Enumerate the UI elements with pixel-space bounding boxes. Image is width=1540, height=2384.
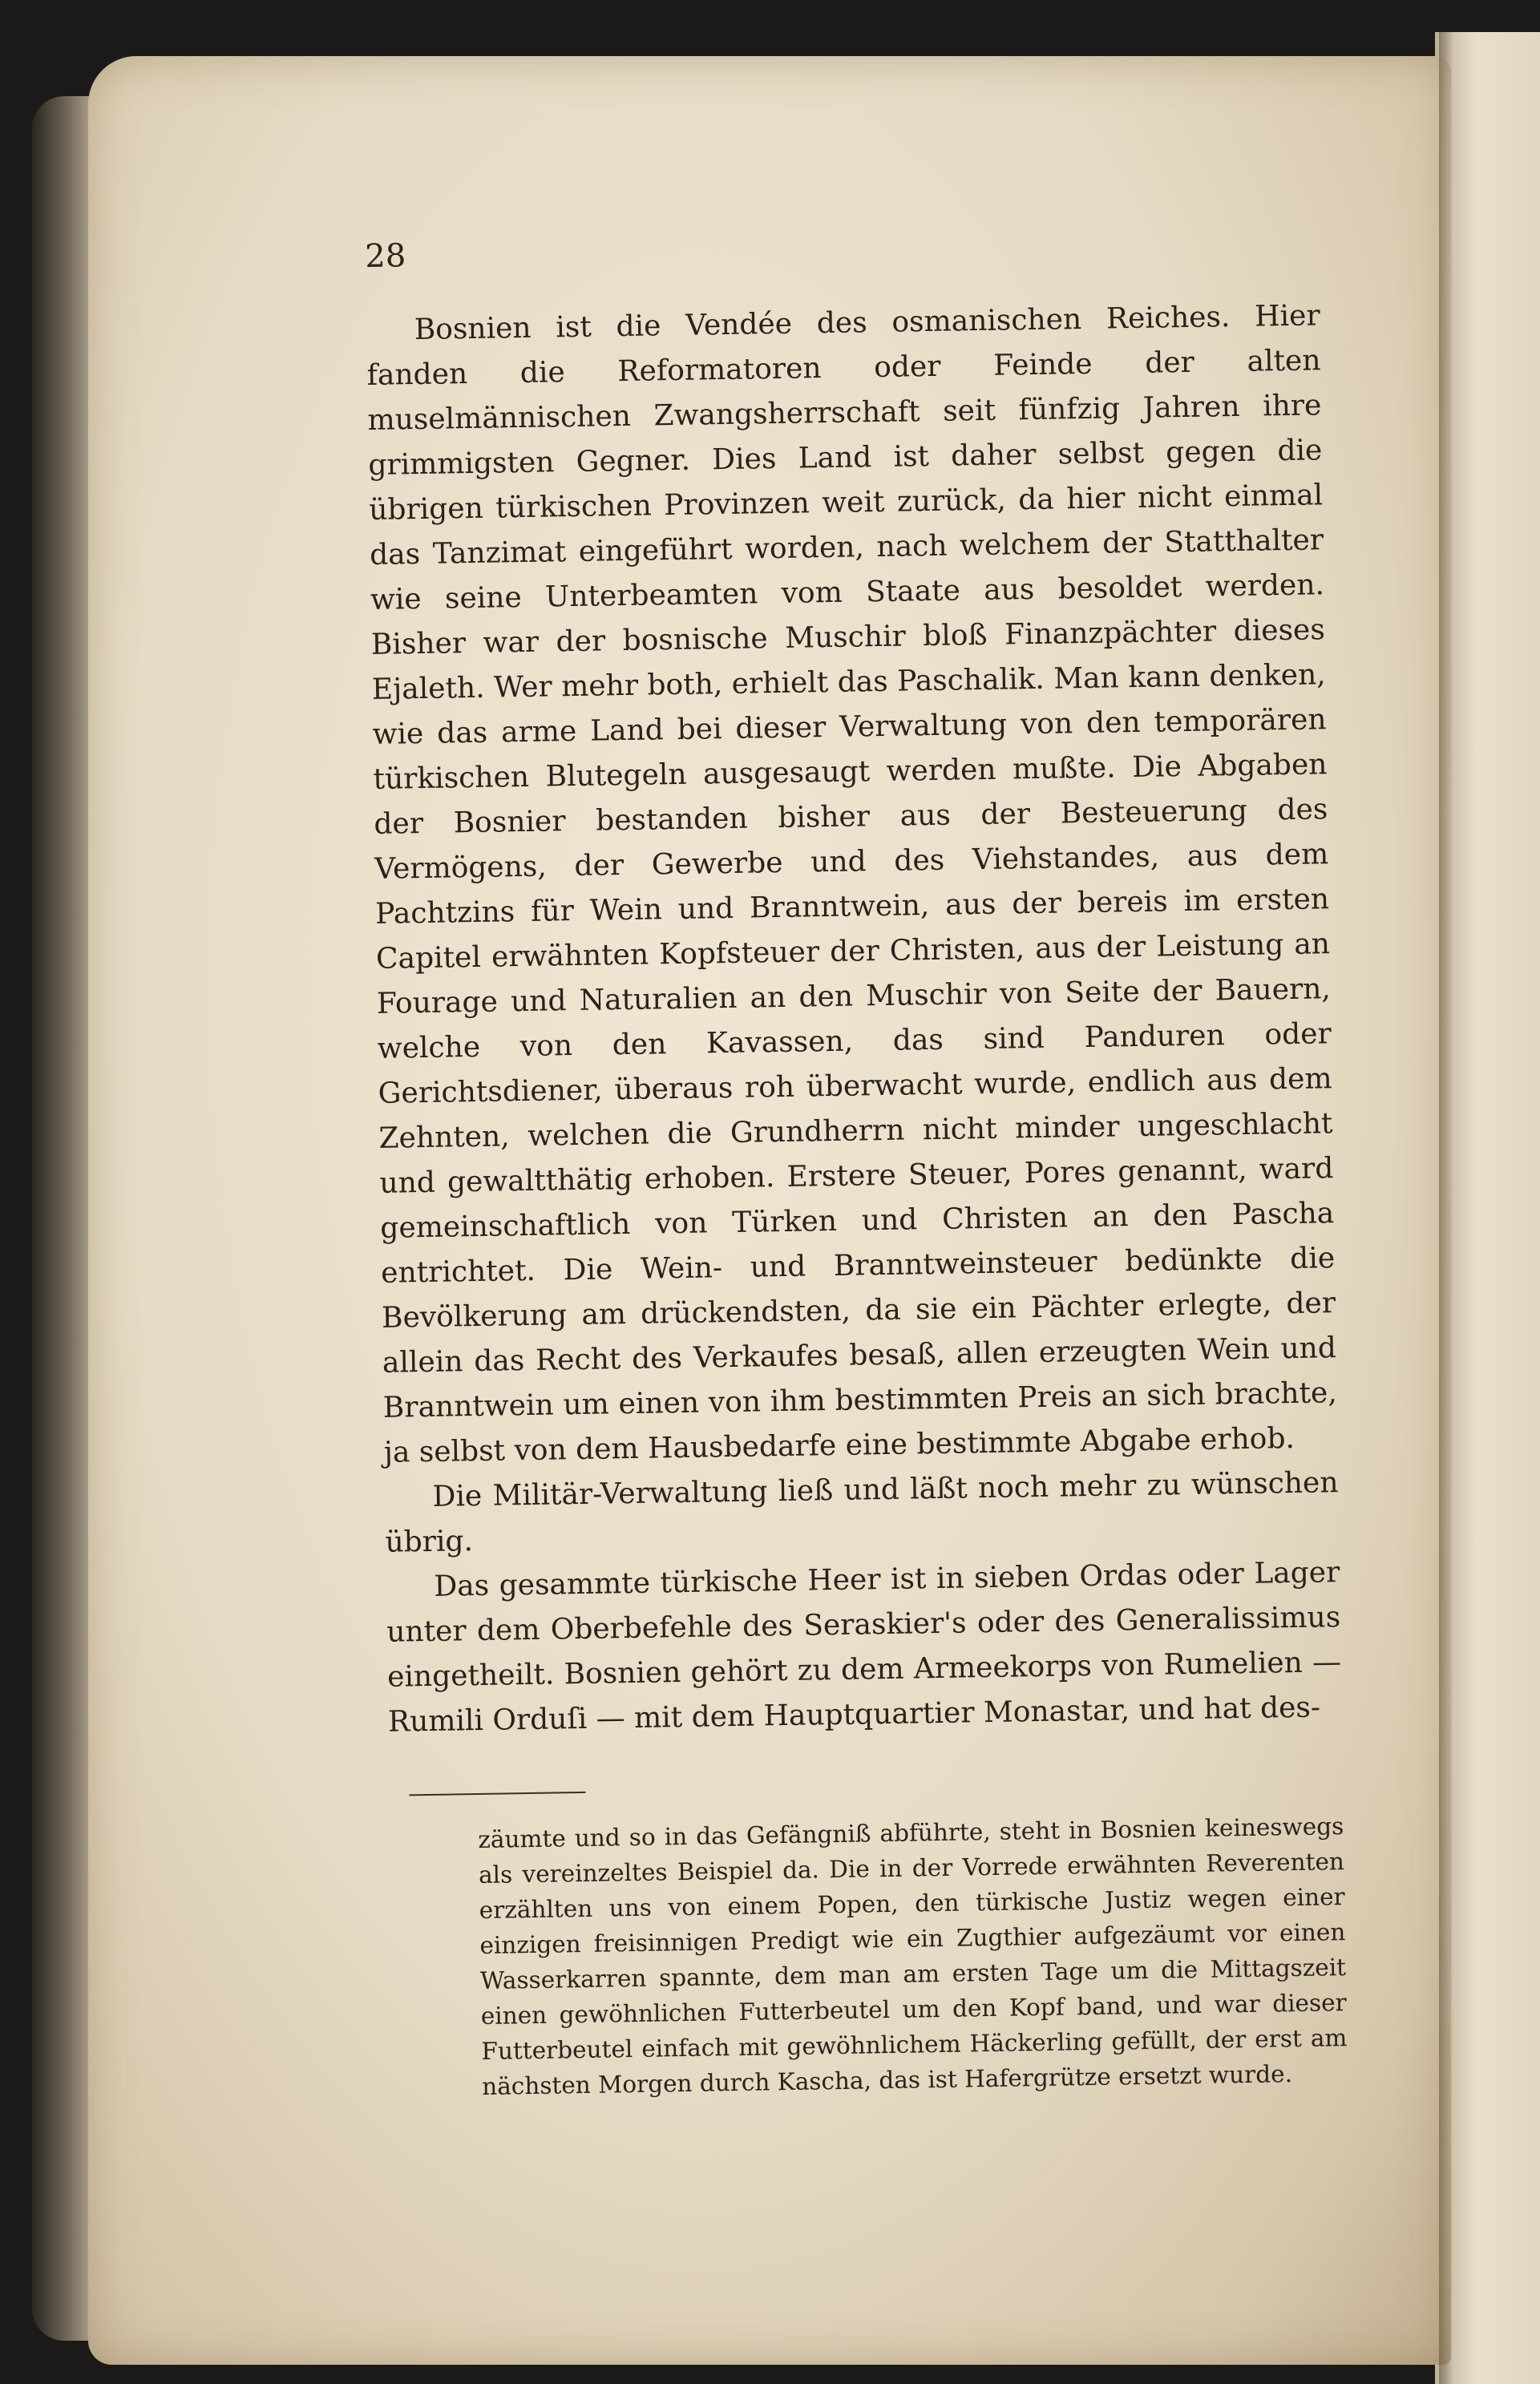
footnote-text: zäumte und so in das Gefängniß abführte, steht in Bosnien keineswegs als vereinzeltes Beispiel da. Die in der Vorrede erwähnten Reverenten erzählten uns von einem Popen, den türkische Justiz wegen einer einzigen freisinnigen Predigt wie ein Zugthier aufgezäumt vor einen Wasserkarren spannte, dem man am ersten Tage um die Mittagszeit einen gewöhnlichen Futterbeutel um den Kopf band, und war dieser Futterbeutel einfach mit gewöhnlichem Häckerling gefüllt, der erst am nächsten Morgen durch Kascha, das ist Hafergrütze ersetzt wurde. [478,1812,1348,2100]
page-content [365,225,1348,2105]
footnote [390,1808,1348,2106]
footnote-divider [409,1792,585,1796]
paragraph: Das gesammte türkische Heer ist in sieben Ordas oder Lager unter dem Oberbefehle des Seraskier's oder des Generalissimus eingetheilt. Bosnien gehört zu dem Armeekorps von Rumelien — Rumili Orduſi — mit dem Hauptquartier Monastar, und hat des- [386,1556,1342,1739]
page-number: 28 [364,237,406,275]
paragraph: Bosnien ist die Vendée des osmanischen Reiches. Hier fanden die Reformatoren oder Feinde der alten muselmännischen Zwangsherrschaft seit fünfzig Jahren ihre grimmigsten Gegner. Dies Land ist daher selbst gegen die übrigen türkischen Provinzen weit zurück, da hier nicht einmal das Tanzimat eingeführt worden, nach welchem der Statthalter wie seine Unterbeamten vom Staate aus besoldet werden. Bisher war der bosnische Muschir bloß Finanzpächter dieses Ejaleth. Wer mehr both, erhielt das Paschalik. Man kann denken, wie das arme Land bei dieser Verwaltung von den temporären türkischen Blutegeln ausgesaugt werden mußte. Die Abgaben der Bosnier bestanden bisher aus der Besteuerung des Vermögens, der Gewerbe und des Viehstandes, aus dem Pachtzins für Wein und Branntwein, aus der bereis im ersten Capitel erwähnten Kopfsteuer der Christen, aus der Leistung an Fourage und Naturalien an den Muschir von Seite der Bauern, welche von den Kavassen, das sind Panduren oder Gerichtsdiener, überaus roh überwacht wurde, endlich aus dem Zehnten, welchen die Grundherrn nicht minder ungeschlacht und gewaltthätig erhoben. Erstere Steuer, Pores genannt, ward gemeinschaftlich von Türken und Christen an den Pascha entrichtet. Die Wein- und Branntweinsteuer bedünkte die Bevölkerung am drückendsten, da sie ein Pächter erlegte, der allein das Recht des Verkaufes besaß, allen erzeugten Wein und Branntwein um einen von ihm bestimmten Preis an sich brachte, ja selbst von dem Hausbedarfe eine bestimmte Abgabe erhob. [366,299,1338,1469]
page-gutter [1439,32,1453,2384]
paragraph: Die Militär-Verwaltung ließ und läßt noch mehr zu wünschen übrig. [385,1466,1339,1559]
body-text [366,293,1342,1744]
